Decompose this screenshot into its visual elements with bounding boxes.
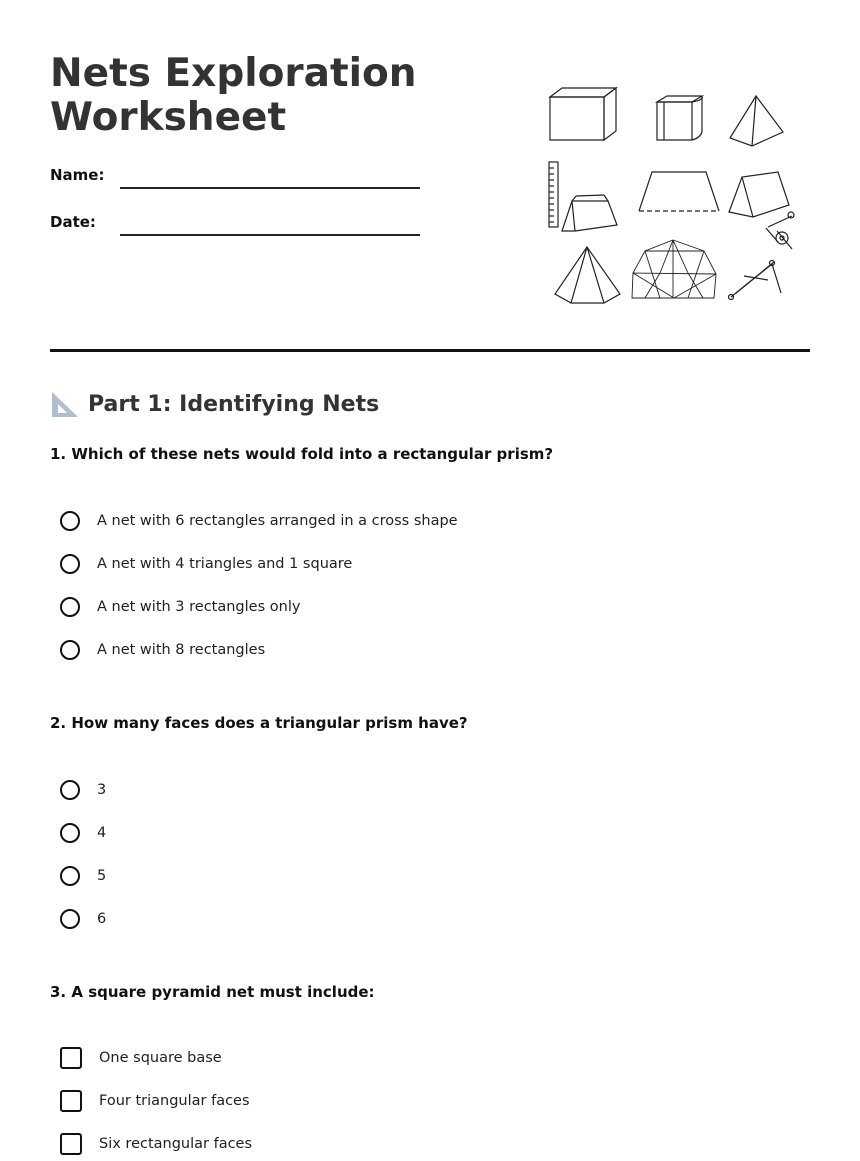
option-label: Four triangular faces: [99, 1093, 250, 1109]
drafting-compass-icon: [729, 261, 782, 300]
radio-button[interactable]: [60, 823, 80, 843]
question-3-option-3[interactable]: [60, 1133, 252, 1155]
option-label: A net with 8 rectangles: [97, 642, 266, 658]
option-label: One square base: [99, 1050, 222, 1066]
option-label: A net with 6 rectangles arranged in a cross shape: [97, 513, 458, 529]
rectangular-prism-icon: [550, 88, 616, 140]
cylinder-icon: [657, 96, 702, 140]
radio-button[interactable]: [60, 640, 80, 660]
question-3: 3. A square pyramid net must include:: [50, 983, 375, 1001]
radio-button[interactable]: [60, 597, 80, 617]
option-label: 3: [97, 782, 107, 798]
checkbox[interactable]: [60, 1133, 82, 1155]
title-line-1: Nets Exploration: [50, 51, 417, 96]
title-line-2: Worksheet: [50, 95, 287, 140]
question-1-option-2[interactable]: [60, 554, 352, 574]
trapezoid-prism-icon: [562, 195, 617, 231]
date-field[interactable]: [120, 234, 420, 236]
geodesic-dome-icon: [632, 240, 716, 298]
question-1-option-1[interactable]: [60, 511, 458, 531]
question-2-option-3[interactable]: [60, 866, 106, 886]
geometry-shapes-illustration: [540, 80, 810, 310]
option-label: 4: [97, 825, 107, 841]
radio-button[interactable]: [60, 909, 80, 929]
part-1-header: [50, 386, 379, 422]
header-divider: [50, 349, 810, 352]
question-2: 2. How many faces does a triangular prism have?: [50, 714, 468, 732]
question-3-option-2[interactable]: [60, 1090, 250, 1112]
page-title: [50, 52, 450, 140]
option-label: A net with 4 triangles and 1 square: [97, 556, 353, 572]
frustum-icon: [729, 172, 789, 217]
option-label: 6: [97, 911, 107, 927]
question-2-option-4[interactable]: [60, 909, 106, 929]
checkbox[interactable]: [60, 1047, 82, 1069]
question-1: 1. Which of these nets would fold into a rectangular prism?: [50, 445, 554, 463]
hexagonal-pyramid-icon: [555, 247, 620, 303]
trapezoid-net-icon: [639, 172, 719, 211]
option-label: 5: [97, 868, 107, 884]
radio-button[interactable]: [60, 511, 80, 531]
radio-button[interactable]: [60, 554, 80, 574]
option-label: A net with 3 rectangles only: [97, 599, 301, 615]
pyramid-icon: [730, 96, 783, 146]
ruler-icon: [549, 162, 558, 227]
radio-button[interactable]: [60, 780, 80, 800]
question-2-option-1[interactable]: [60, 780, 106, 800]
compass-icon: [766, 212, 794, 249]
radio-button[interactable]: [60, 866, 80, 886]
date-label: Date:: [50, 213, 96, 231]
part-1-heading: Part 1: Identifying Nets: [88, 391, 380, 417]
checkbox[interactable]: [60, 1090, 82, 1112]
question-2-option-2[interactable]: [60, 823, 106, 843]
question-3-option-1[interactable]: [60, 1047, 222, 1069]
option-label: Six rectangular faces: [99, 1136, 253, 1152]
question-1-option-4[interactable]: [60, 640, 265, 660]
name-field[interactable]: [120, 187, 420, 189]
question-1-option-3[interactable]: [60, 597, 300, 617]
set-square-icon: [50, 389, 80, 419]
name-label: Name:: [50, 166, 105, 184]
